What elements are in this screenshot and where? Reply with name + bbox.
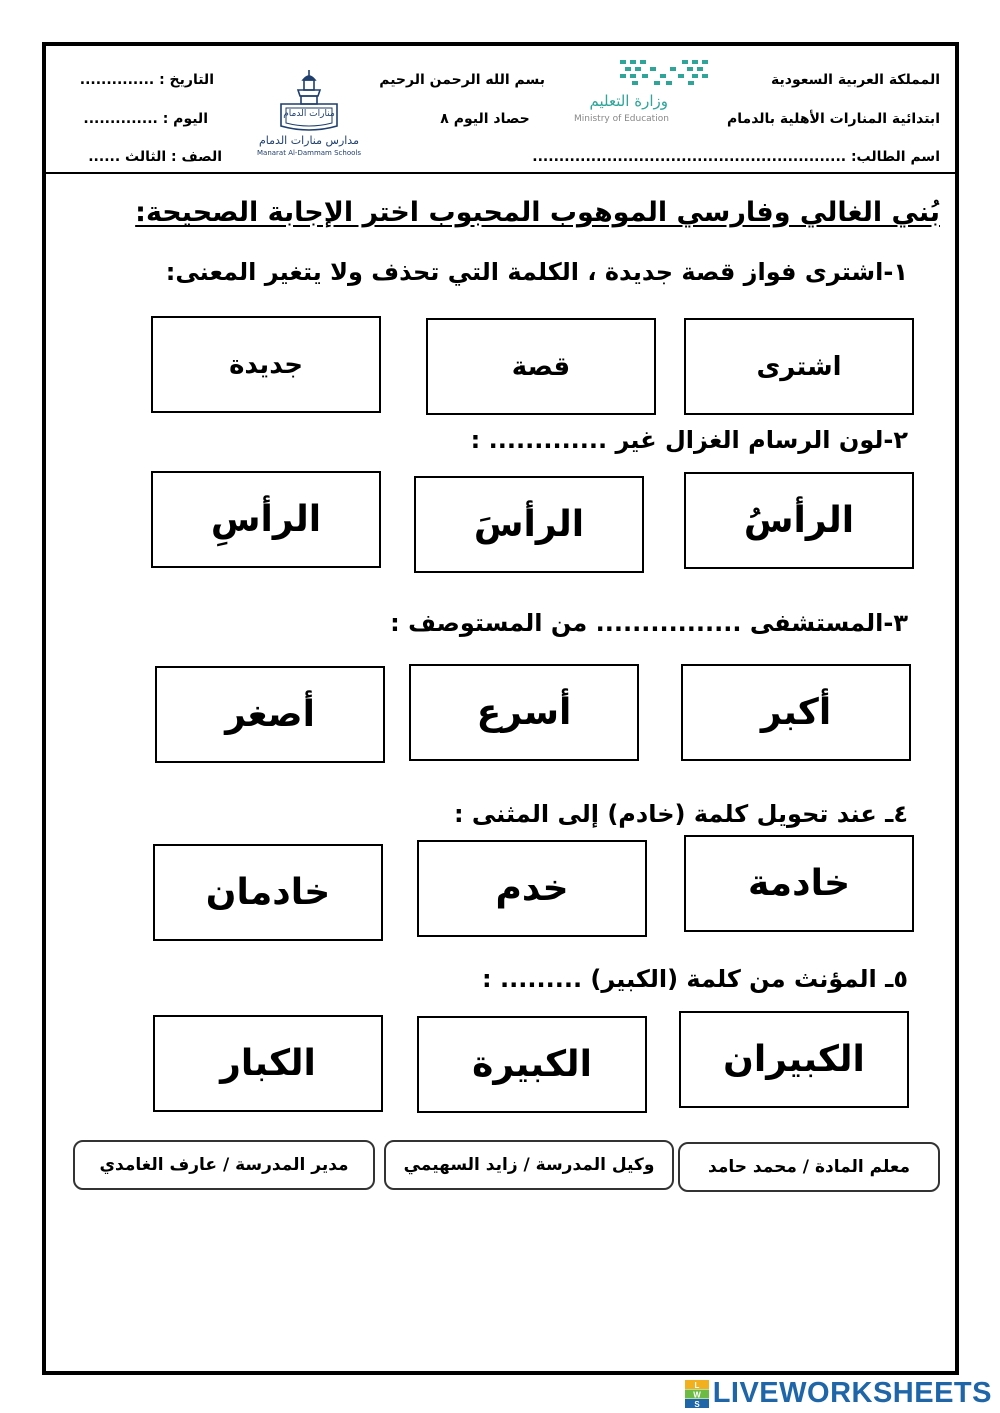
student-name-field[interactable]: اسم الطالب: ...........................................................: [532, 149, 940, 165]
question-3-text: ٣-المستشفى ................ من المستوصف :: [390, 609, 908, 637]
q4-option-1[interactable]: [684, 835, 914, 932]
ministry-dots-icon: [570, 58, 720, 92]
option-label: خدم: [495, 868, 569, 909]
teacher-signature: معلم المادة / محمد حامد: [678, 1142, 940, 1192]
header-divider: [46, 172, 955, 174]
option-label: الرأسَ: [473, 504, 585, 545]
option-label: أسرع: [476, 692, 572, 733]
option-label: الرأسُ: [743, 500, 855, 541]
option-label: أصغر: [225, 694, 315, 735]
lesson-title: حصاد اليوم ٨: [440, 111, 530, 127]
option-label: الكبار: [220, 1043, 316, 1084]
badge-letter: L: [694, 1380, 700, 1390]
principal-signature: مدير المدرسة / عارف الغامدي: [73, 1140, 375, 1190]
worksheet-title: بُني الغالي وفارسي الموهوب المحبوب اختر الإجابة الصحيحة:: [135, 197, 940, 228]
minaret-emblem-icon: [248, 68, 370, 134]
q4-option-3[interactable]: [153, 844, 383, 941]
option-label: خادمان: [205, 872, 331, 913]
q2-option-1[interactable]: [684, 472, 914, 569]
option-label: خادمة: [747, 863, 851, 904]
q1-option-3[interactable]: [151, 316, 381, 413]
date-field[interactable]: التاريخ : ..............: [79, 72, 214, 88]
q2-option-2[interactable]: [414, 476, 644, 573]
question-2-text: ٢-لون الرسام الغزال غير ............. :: [470, 426, 908, 454]
option-label: جديدة: [229, 349, 303, 380]
emblem-text: منارات الدمام: [283, 109, 335, 119]
option-label: الرأسِ: [210, 499, 322, 540]
ministry-logo: [570, 58, 720, 128]
question-1-text: ١-اشترى فواز قصة جديدة ، الكلمة التي تحذف ولا يتغير المعنى:: [165, 258, 908, 286]
school-label: ابتدائية المنارات الأهلية بالدمام: [727, 111, 940, 127]
school-logo: [248, 68, 370, 160]
country-label: المملكة العربية السعودية: [771, 72, 940, 88]
ministry-name-ar: وزارة التعليم: [589, 92, 668, 110]
question-4-text: ٤ـ عند تحويل كلمة (خادم) إلى المثنى :: [453, 800, 908, 828]
q5-option-3[interactable]: [153, 1015, 383, 1112]
option-label: اشترى: [756, 351, 842, 382]
ministry-name-en: Ministry of Education: [574, 114, 669, 124]
badge-letter: S: [694, 1399, 700, 1408]
q3-option-2[interactable]: [409, 664, 639, 761]
brand-name: LIVEWORKSHEETS: [712, 1377, 992, 1409]
q2-option-3[interactable]: [151, 471, 381, 568]
badge-letter: W: [692, 1390, 701, 1399]
question-5-text: ٥ـ المؤنث من كلمة (الكبير) ......... :: [482, 965, 908, 993]
deputy-signature: وكيل المدرسة / زايد السهيمي: [384, 1140, 674, 1190]
school-logo-name-ar: مدارس منارات الدمام: [259, 134, 359, 147]
liveworksheets-badge-icon: [685, 1380, 709, 1408]
q3-option-1[interactable]: [681, 664, 911, 761]
q1-option-2[interactable]: [426, 318, 656, 415]
q4-option-2[interactable]: [417, 840, 647, 937]
option-label: الكبيرة: [472, 1044, 592, 1085]
basmala: بسم الله الرحمن الرحيم: [379, 72, 545, 88]
option-label: قصة: [511, 351, 571, 382]
option-label: أكبر: [760, 692, 832, 733]
day-field[interactable]: اليوم : ..............: [83, 111, 208, 127]
liveworksheets-logo: [685, 1377, 992, 1410]
q3-option-3[interactable]: [155, 666, 385, 763]
q5-option-2[interactable]: [417, 1016, 647, 1113]
grade-field: الصف : الثالث ......: [88, 149, 222, 165]
q5-option-1[interactable]: [679, 1011, 909, 1108]
q1-option-1[interactable]: [684, 318, 914, 415]
option-label: الكبيران: [723, 1039, 865, 1080]
school-logo-name-en: Manarat Al-Dammam Schools: [257, 149, 361, 157]
